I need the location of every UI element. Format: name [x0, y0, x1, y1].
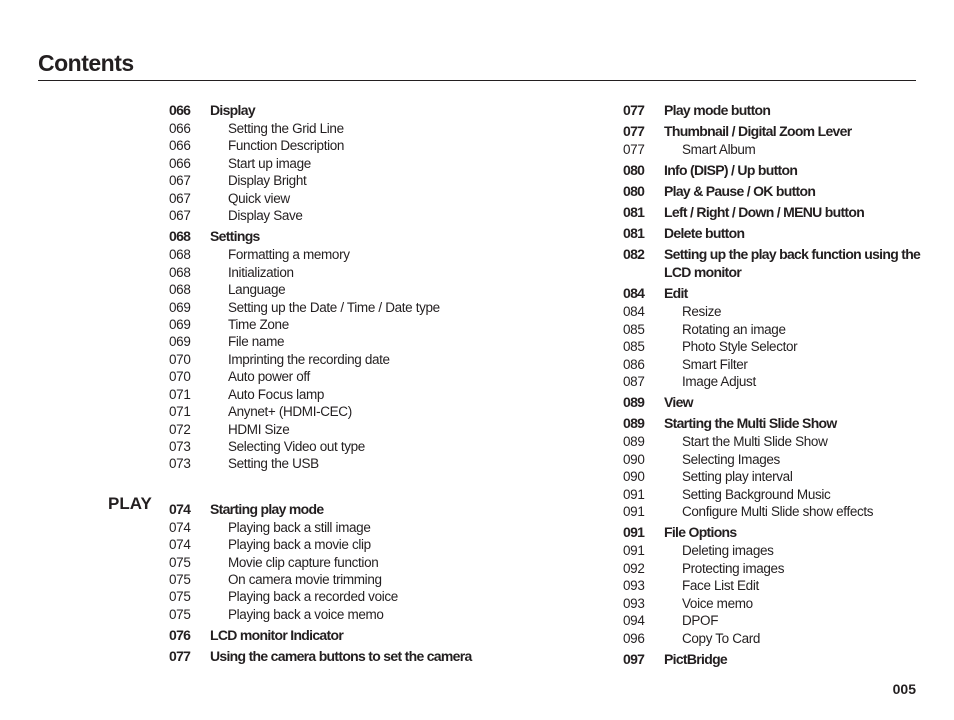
toc-entry-title: Display: [210, 102, 255, 118]
toc-right-column: [623, 98, 923, 669]
toc-page-number: 075: [169, 589, 191, 605]
toc-entry-title: Protecting images: [682, 560, 785, 576]
toc-entry-title: Quick view: [228, 190, 290, 206]
toc-page-number: 096: [623, 630, 645, 646]
toc-entry-title: Delete button: [664, 225, 745, 242]
toc-page-number: 097: [623, 650, 645, 667]
toc-entry-title: Smart Album: [682, 142, 756, 157]
toc-entry-title: DPOF: [682, 613, 719, 629]
toc-entry-title: Function Description: [228, 138, 345, 154]
toc-page-number: 084: [623, 285, 645, 302]
toc-sub-entry[interactable]: [623, 630, 923, 647]
toc-entry-title: Start up image: [228, 155, 311, 171]
toc-page-number: 068: [169, 247, 191, 263]
toc-sub-entry[interactable]: [169, 438, 489, 455]
toc-entry-title: Image Adjust: [682, 374, 756, 390]
toc-page-number: 085: [623, 321, 645, 337]
toc-page-number: 072: [169, 421, 191, 437]
toc-entry-title: LCD monitor Indicator: [210, 627, 344, 644]
toc-page-number: 070: [169, 369, 191, 385]
toc-heading-entry[interactable]: [169, 101, 489, 119]
toc-page-number: 090: [623, 469, 645, 485]
toc-heading-entry[interactable]: [623, 182, 923, 200]
toc-page-number: 089: [623, 434, 645, 450]
toc-entry-title: Smart Filter: [682, 356, 748, 372]
page-title: Contents: [38, 50, 134, 76]
toc-entry-title: Setting play interval: [682, 469, 793, 485]
toc-page-number: 066: [169, 155, 191, 171]
toc-entry-title: Auto power off: [228, 369, 310, 385]
toc-heading-entry[interactable]: [169, 227, 489, 245]
toc-sub-entry[interactable]: [169, 137, 489, 154]
toc-heading-entry[interactable]: [623, 523, 923, 541]
toc-page-number: 069: [169, 299, 191, 315]
toc-entry-title: Imprinting the recording date: [228, 351, 390, 367]
toc-sub-entry[interactable]: [169, 172, 489, 189]
toc-entry-title: Language: [228, 282, 286, 298]
toc-sub-entry[interactable]: [169, 351, 489, 368]
toc-page-number: 077: [623, 123, 645, 139]
toc-entry-title: Using the camera buttons to set the camera: [210, 648, 472, 665]
toc-page-number: 066: [169, 138, 191, 154]
toc-entry-title: Starting the Multi Slide Show: [664, 415, 837, 432]
toc-entry-title: Playing back a movie clip: [228, 537, 371, 553]
toc-sub-entry[interactable]: [169, 588, 489, 605]
toc-page-number: 080: [623, 162, 645, 179]
toc-sub-entry[interactable]: [169, 207, 489, 224]
toc-page-number: 068: [169, 282, 191, 298]
toc-page-number: 081: [623, 204, 645, 221]
toc-entry-title: On camera movie trimming: [228, 571, 382, 587]
toc-sub-entry[interactable]: [169, 120, 489, 137]
toc-page-number: 076: [169, 627, 191, 644]
toc-page-number: 074: [169, 537, 191, 553]
toc-page-number: 069: [169, 317, 191, 333]
toc-page-number: 071: [169, 386, 191, 402]
toc-entry-title: Formatting a memory: [228, 247, 350, 263]
toc-page-number: 069: [169, 334, 191, 350]
toc-page-number: 091: [623, 504, 645, 520]
toc-page-number: 093: [623, 578, 645, 594]
toc-entry-title: Configure Multi Slide show effects: [682, 504, 874, 520]
toc-entry-title: File Options: [664, 524, 737, 541]
toc-sub-entry[interactable]: [623, 141, 923, 158]
toc-heading-entry[interactable]: [623, 122, 923, 140]
toc-page-number: 092: [623, 560, 645, 576]
toc-heading-entry[interactable]: [623, 224, 923, 242]
toc-entry-title: View: [664, 394, 693, 411]
toc-sub-entry[interactable]: [169, 368, 489, 385]
toc-sub-entry[interactable]: [169, 281, 489, 298]
toc-entry-title: Auto Focus lamp: [228, 386, 325, 402]
toc-entry-title: Setting the Grid Line: [228, 121, 344, 136]
toc-sub-entry[interactable]: [623, 451, 923, 468]
toc-entry-title: Thumbnail / Digital Zoom Lever: [664, 123, 852, 139]
toc-page-number: 081: [623, 225, 645, 242]
toc-entry-title: Initialization: [228, 264, 294, 280]
toc-page-number: 067: [169, 190, 191, 206]
toc-page-number: 068: [169, 228, 191, 245]
toc-sub-entry[interactable]: [169, 455, 489, 472]
page-number: 005: [892, 681, 916, 697]
toc-heading-entry[interactable]: [623, 284, 923, 302]
toc-sub-entry[interactable]: [169, 246, 489, 263]
toc-page-number: 094: [623, 613, 645, 629]
toc-sub-entry[interactable]: [169, 155, 489, 172]
toc-page-number: 084: [623, 304, 645, 320]
toc-heading-entry[interactable]: [169, 647, 489, 665]
toc-page-number: 067: [169, 173, 191, 189]
toc-sub-entry[interactable]: [623, 373, 923, 390]
toc-heading-entry[interactable]: [623, 414, 923, 432]
title-divider: [38, 80, 916, 81]
toc-page-number: 074: [169, 519, 191, 535]
toc-sub-entry[interactable]: [169, 421, 489, 438]
toc-entry-title: Anynet+ (HDMI-CEC): [228, 404, 352, 420]
toc-heading-entry[interactable]: [623, 203, 923, 221]
toc-entry-title: Playing back a recorded voice: [228, 589, 398, 605]
toc-page-number: 070: [169, 351, 191, 367]
toc-entry-title: Voice memo: [682, 595, 753, 611]
toc-page-number: 067: [169, 208, 191, 224]
toc-page-number: 066: [169, 121, 191, 136]
toc-entry-title: Setting up the Date / Time / Date type: [228, 299, 440, 315]
toc-entry-title: Edit: [664, 285, 688, 302]
toc-page-number: 085: [623, 339, 645, 355]
toc-left-column: [169, 98, 489, 666]
toc-page-number: 073: [169, 456, 191, 472]
toc-entry-title: Copy To Card: [682, 630, 761, 646]
toc-entry-title: Face List Edit: [682, 578, 759, 594]
toc-sub-entry[interactable]: [623, 486, 923, 503]
toc-sub-entry[interactable]: [169, 264, 489, 281]
toc-entry-title: HDMI Size: [228, 421, 290, 437]
toc-entry-title: Starting play mode: [210, 500, 324, 517]
toc-page-number: 082: [623, 246, 645, 263]
toc-entry-title: Settings: [210, 228, 260, 245]
toc-sub-entry[interactable]: [623, 560, 923, 577]
toc-entry-title: Setting up the play back function using the LCD monitor: [664, 246, 921, 281]
toc-entry-title: Playing back a still image: [228, 519, 371, 535]
toc-entry-title: Play mode button: [664, 102, 771, 118]
toc-page-number: 089: [623, 415, 645, 432]
toc-entry-title: Movie clip capture function: [228, 554, 379, 570]
toc-entry-title: Info (DISP) / Up button: [664, 162, 798, 179]
toc-entry-title: Setting the USB: [228, 456, 319, 472]
toc-entry-title: Resize: [682, 304, 722, 320]
toc-sub-entry[interactable]: [623, 503, 923, 520]
toc-entry-title: Left / Right / Down / MENU button: [664, 204, 865, 221]
toc-entry-title: Playing back a voice memo: [228, 606, 384, 622]
toc-entry-title: Time Zone: [228, 317, 289, 333]
toc-sub-entry[interactable]: [623, 303, 923, 320]
toc-heading-entry[interactable]: [623, 650, 923, 668]
toc-sub-entry[interactable]: [169, 386, 489, 403]
toc-sub-entry[interactable]: [169, 571, 489, 588]
toc-page-number: 086: [623, 356, 645, 372]
toc-sub-entry[interactable]: [623, 321, 923, 338]
toc-page-number: 077: [623, 102, 645, 118]
toc-page-number: 091: [623, 486, 645, 502]
toc-heading-entry[interactable]: [169, 626, 489, 644]
toc-entry-title: Selecting Images: [682, 451, 780, 467]
toc-sub-entry[interactable]: [169, 333, 489, 350]
toc-entry-title: Start the Multi Slide Show: [682, 434, 828, 450]
toc-page-number: 091: [623, 524, 645, 541]
toc-page-number: 077: [169, 648, 191, 665]
toc-entry-title: Setting Background Music: [682, 486, 831, 502]
toc-page-number: 093: [623, 595, 645, 611]
section-label-play: PLAY: [108, 494, 152, 513]
toc-page-number: 068: [169, 264, 191, 280]
toc-entry-title: PictBridge: [664, 650, 728, 667]
toc-sub-entry[interactable]: [169, 403, 489, 420]
toc-page-number: 073: [169, 438, 191, 454]
toc-heading-entry[interactable]: [169, 500, 489, 518]
toc-sub-entry[interactable]: [623, 356, 923, 373]
toc-page-number: 090: [623, 451, 645, 467]
toc-sub-entry[interactable]: [169, 190, 489, 207]
toc-entry-title: File name: [228, 334, 285, 350]
toc-sub-entry[interactable]: [623, 433, 923, 450]
toc-sub-entry[interactable]: [623, 338, 923, 355]
toc-page-number: 075: [169, 571, 191, 587]
toc-sub-entry[interactable]: [169, 316, 489, 333]
toc-heading-entry[interactable]: [623, 161, 923, 179]
toc-page-number: 075: [169, 606, 191, 622]
toc-page-number: 071: [169, 404, 191, 420]
toc-entry-title: Photo Style Selector: [682, 339, 798, 355]
toc-entry-title: Selecting Video out type: [228, 438, 365, 454]
toc-sub-entry[interactable]: [623, 595, 923, 612]
toc-sub-entry[interactable]: [169, 606, 489, 623]
toc-entry-title: Deleting images: [682, 543, 774, 559]
toc-page-number: 080: [623, 183, 645, 200]
toc-entry-title: Display Bright: [228, 173, 307, 189]
toc-page-number: 075: [169, 554, 191, 570]
toc-sub-entry[interactable]: [169, 554, 489, 571]
toc-sub-entry[interactable]: [623, 577, 923, 594]
toc-heading-entry[interactable]: [623, 101, 923, 119]
toc-page-number: 074: [169, 500, 191, 517]
section-gap: [169, 473, 489, 497]
toc-heading-entry[interactable]: [623, 245, 923, 281]
toc-sub-entry[interactable]: [169, 519, 489, 536]
toc-sub-entry[interactable]: [623, 468, 923, 485]
toc-entry-title: Display Save: [228, 208, 303, 224]
toc-sub-entry[interactable]: [623, 612, 923, 629]
toc-entry-title: Rotating an image: [682, 321, 786, 337]
toc-page-number: 066: [169, 102, 191, 118]
toc-entry-title: Play & Pause / OK button: [664, 183, 816, 200]
toc-sub-entry[interactable]: [169, 299, 489, 316]
toc-heading-entry[interactable]: [623, 393, 923, 411]
toc-sub-entry[interactable]: [169, 536, 489, 553]
toc-page-number: 087: [623, 374, 645, 390]
toc-page-number: 089: [623, 394, 645, 411]
toc-page-number: 077: [623, 142, 645, 157]
toc-sub-entry[interactable]: [623, 542, 923, 559]
toc-page-number: 091: [623, 543, 645, 559]
